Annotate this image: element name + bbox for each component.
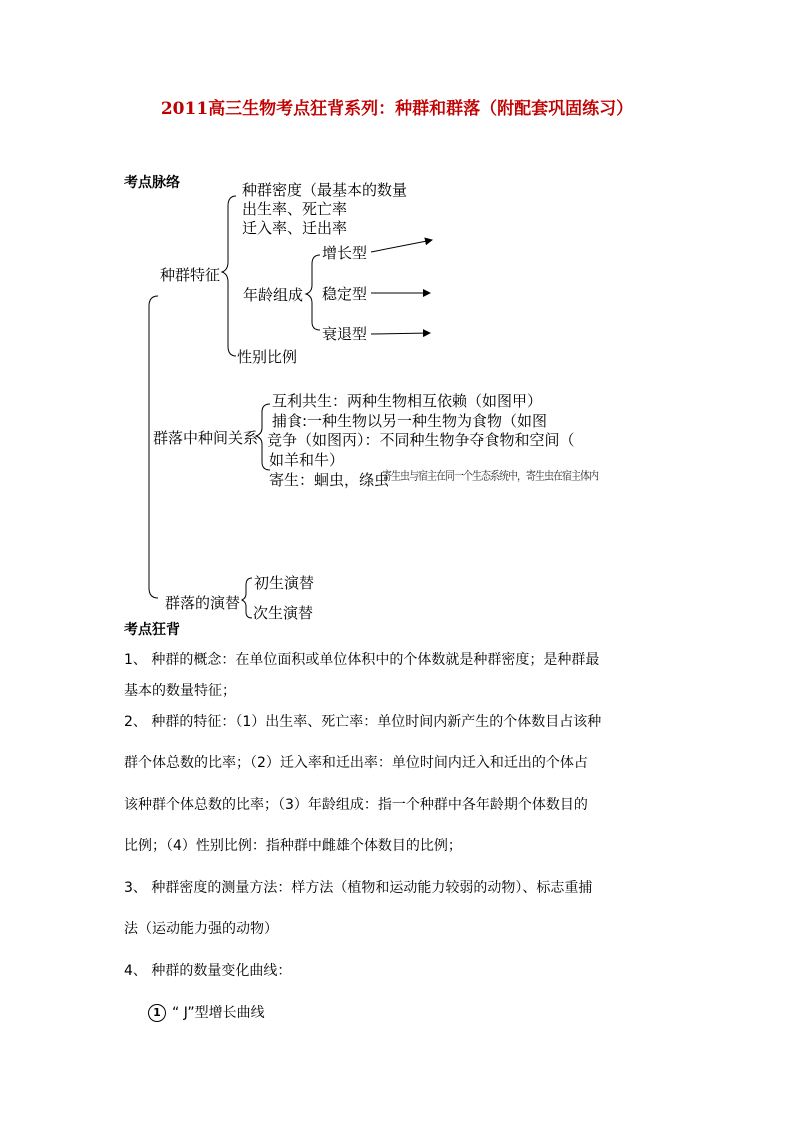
growth-arrow — [371, 240, 432, 252]
page-title: 2011高三生物考点狂背系列：种群和群落（附配套巩固练习） — [160, 99, 634, 119]
succession-primary: 初生演替 — [254, 574, 315, 592]
population-item-density: 种群密度（最基本的数量 — [242, 181, 408, 199]
interspecies-parasitism: 寄生：蛔虫，绦虫 — [269, 471, 390, 489]
succession-label: 群落的演替 — [165, 594, 241, 612]
recite-line-3: 2、 种群的特征：（1）出生率、死亡率：单位时间内新产生的个体数目占该种 — [124, 714, 602, 730]
interspecies-predation: 捕食:一种生物以另一种生物为食物（如图 — [272, 412, 548, 430]
recite-heading: 考点狂背 — [124, 622, 180, 638]
interspecies-competition-example: 如羊和牛） — [269, 451, 345, 469]
age-type-stable: 稳定型 — [322, 285, 368, 303]
decline-arrow — [371, 333, 430, 334]
population-item-migration: 迁入率、迁出率 — [242, 219, 348, 237]
population-bracket — [222, 196, 236, 356]
interspecies-label: 群落中种间关系 — [153, 429, 259, 447]
recite-line-5: 该种群个体总数的比率；（3）年龄组成：指一个种群中各年龄期个体数目的 — [124, 797, 588, 813]
sex-ratio-label: 性别比例 — [237, 348, 298, 366]
recite-line-8: 法（运动能力强的动物） — [124, 921, 278, 937]
garbled-overlap-text: 寄生虫与宿主在同一个生态系统中，寄生虫在宿主体内 — [382, 470, 598, 484]
recite-line-6: 比例；（4）性别比例：指种群中雌雄个体数目的比例； — [124, 838, 462, 854]
population-label: 种群特征 — [160, 266, 221, 284]
age-type-growth: 增长型 — [322, 244, 368, 262]
interspecies-competition: 竞争（如图丙）：不同种生物争夺食物和空间（ — [267, 431, 575, 449]
interspecies-mutualism: 互利共生：两种生物相互依赖（如图甲） — [272, 392, 543, 410]
outline-heading: 考点脉络 — [124, 175, 180, 191]
succession-secondary: 次生演替 — [253, 604, 314, 622]
population-item-birth: 出生率、死亡率 — [242, 200, 348, 218]
recite-line-9: 4、 种群的数量变化曲线： — [124, 963, 292, 979]
age-bracket — [306, 255, 320, 330]
recite-line-1: 1、 种群的概念：在单位面积或单位体积中的个体数就是种群密度；是种群最 — [124, 652, 600, 668]
age-label: 年龄组成 — [243, 286, 304, 304]
j-curve-label: “ J”型增长曲线 — [172, 1005, 265, 1021]
circled-number: 1 — [148, 1004, 166, 1022]
recite-line-4: 群个体总数的比率；（2）迁入率和迁出率：单位时间内迁入和迁出的个体占 — [124, 755, 588, 771]
succession-bracket — [242, 578, 252, 618]
recite-subitem-j-curve — [148, 1002, 265, 1022]
recite-line-2: 基本的数量特征； — [124, 683, 236, 699]
age-type-decline: 衰退型 — [322, 325, 368, 343]
recite-line-7: 3、 种群密度的测量方法：样方法（植物和运动能力较弱的动物）、标志重捕 — [124, 880, 593, 896]
